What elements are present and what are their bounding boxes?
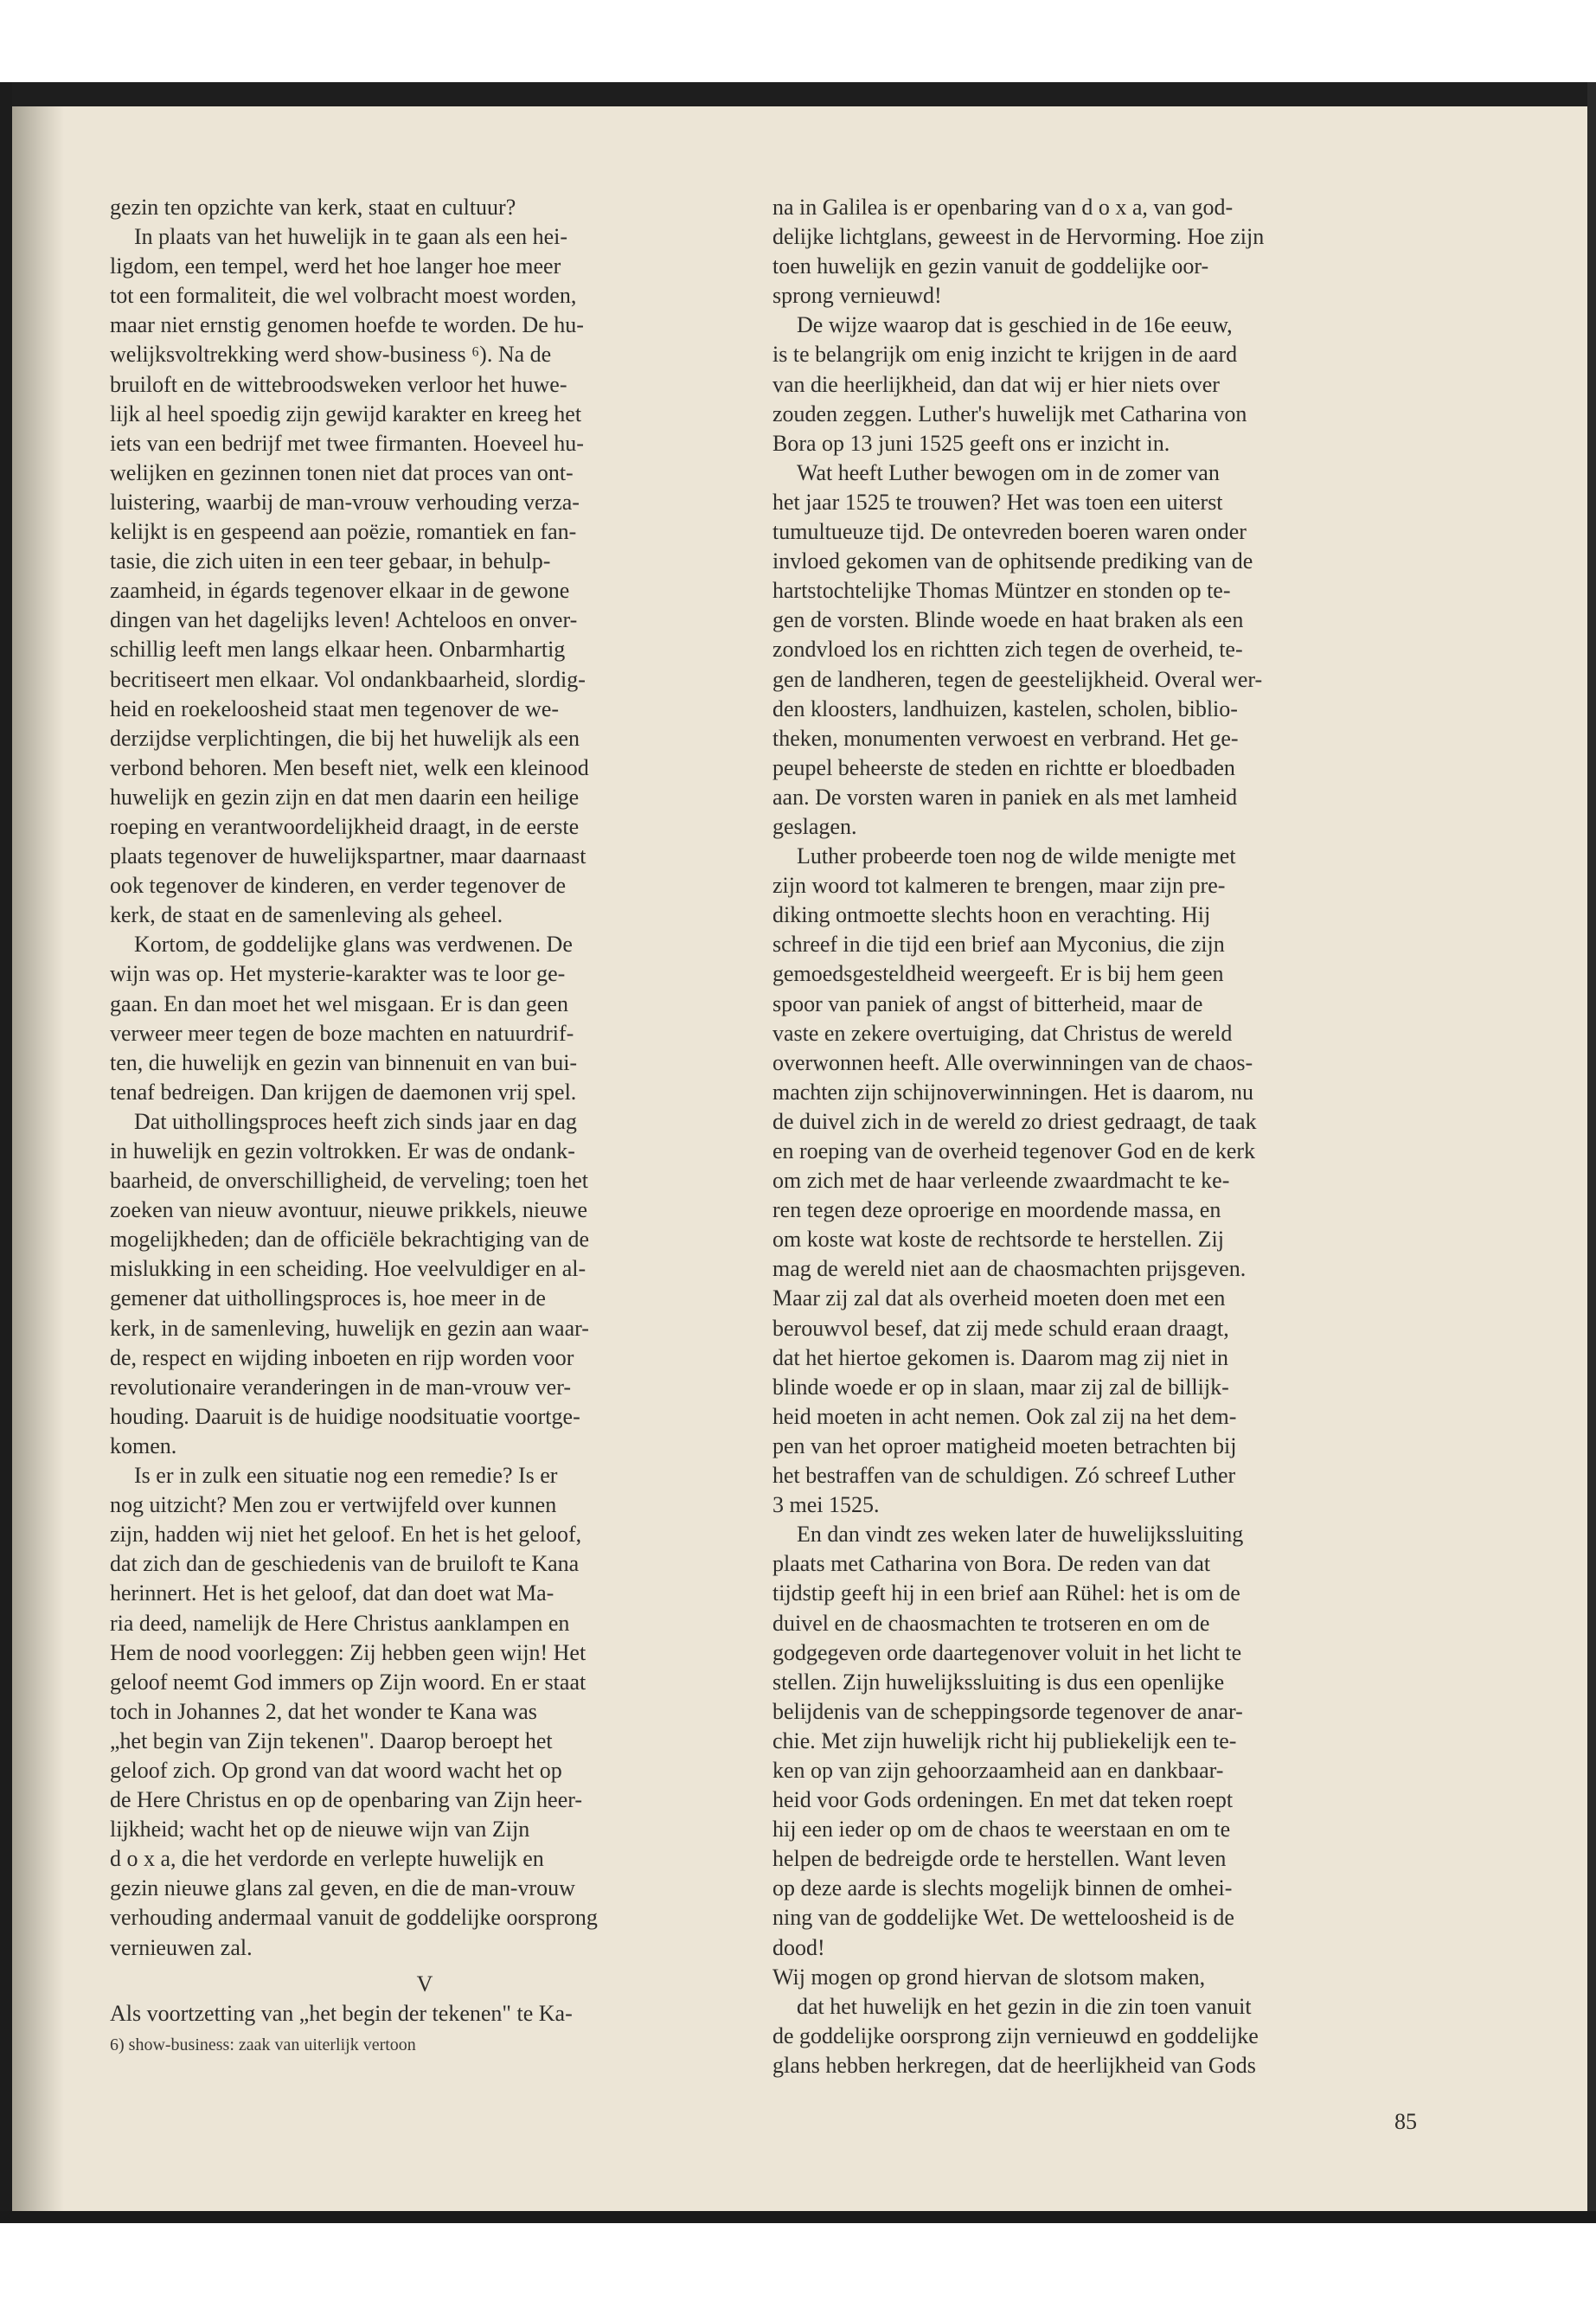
scan-border-right [1587, 82, 1596, 2223]
text-line: En dan vindt zes weken later de huwelijkssluiting [797, 1522, 1244, 1548]
text-line: den kloosters, landhuizen, kastelen, scholen, biblio- [772, 695, 1238, 721]
text-line: gen de landheren, tegen de geestelijkheid. Overal wer- [772, 666, 1263, 692]
text-line: revolutionaire veranderingen in de man-vrouw ver- [110, 1374, 571, 1400]
text-line: vernieuwen zal. [110, 1934, 253, 1960]
text-line: Bora op 13 juni 1525 geeft ons er inzicht in. [772, 430, 1170, 456]
text-line: ria deed, namelijk de Here Christus aanklampen en [110, 1610, 570, 1636]
text-line: tijdstip geeft hij in een brief aan Rühel: het is om de [772, 1580, 1240, 1606]
text-line: Kortom, de goddelijke glans was verdwenen. De [134, 932, 573, 958]
text-line: het bestraffen van de schuldigen. Zó schreef Luther [772, 1463, 1236, 1489]
text-line: gaan. En dan moet het wel misgaan. Er is dan geen [110, 990, 568, 1016]
text-line: lijk al heel spoedig zijn gewijd karakter en kreeg het [110, 401, 582, 426]
left-column-body [110, 193, 740, 1963]
text-line: het jaar 1525 te trouwen? Het was toen een uiterst [772, 489, 1223, 515]
text-line: welijken en gezinnen tonen niet dat proces van ont- [110, 459, 574, 485]
text-line: toen huwelijk en gezin vanuit de goddelijke oor- [772, 253, 1209, 279]
text-line: mislukking in een scheiding. Hoe veelvuldiger en al- [110, 1256, 586, 1282]
text-line: dood! [772, 1934, 825, 1960]
text-line: de Here Christus en op de openbaring van Zijn heer- [110, 1787, 583, 1813]
text-line: om koste wat koste de rechtsorde te herstellen. Zij [772, 1227, 1225, 1253]
text-line: schillig leeft men langs elkaar heen. Onbarmhartig [110, 637, 566, 663]
text-line: maar niet ernstig genomen hoefde te worden. De hu- [110, 312, 584, 338]
text-line: huwelijk en gezin zijn en dat men daarin een heilige [110, 784, 580, 810]
text-line: tasie, die zich uiten in een teer gebaar, in behulp- [110, 548, 551, 574]
text-line: dat het hiertoe gekomen is. Daarom mag zij niet in [772, 1344, 1229, 1370]
text-line: en roeping van de overheid tegenover God en de kerk [772, 1138, 1256, 1163]
text-line: om zich met de haar verleende zwaardmacht te ke- [772, 1168, 1230, 1194]
text-line: roeping en verantwoordelijkheid draagt, in de eerste [110, 813, 580, 839]
text-line: iets van een bedrijf met twee firmanten. Hoeveel hu- [110, 430, 584, 456]
text-line: van die heerlijkheid, dan dat wij er hier niets over [772, 371, 1220, 397]
text-line: Wij mogen op grond hiervan de slotsom maken, [772, 1964, 1206, 1990]
text-line: De wijze waarop dat is geschied in de 16e eeuw, [797, 312, 1233, 338]
text-line: nog uitzicht? Men zou er vertwijfeld over kunnen [110, 1492, 557, 1518]
text-line: vaste en zekere overtuiging, dat Christus de wereld [772, 1020, 1233, 1046]
text-line: dat het huwelijk en het gezin in die zin toen vanuit [797, 1993, 1252, 2019]
text-line: herinnert. Het is het geloof, dat dan doet wat Ma- [110, 1580, 554, 1606]
section-number: V [416, 1971, 433, 1997]
text-line: komen. [110, 1433, 177, 1458]
scan-border-bottom [0, 2211, 1596, 2223]
text-line: verweer meer tegen de boze machten en natuurdrif- [110, 1020, 574, 1046]
text-line: verbond behoren. Men beseft niet, welk een kleinood [110, 754, 589, 780]
text-line: dingen van het dagelijks leven! Achteloos en onver- [110, 607, 578, 633]
scan-border-left [0, 82, 12, 2223]
text-line: Luther probeerde toen nog de wilde menigte met [797, 843, 1236, 869]
text-line: kerk, in de samenleving, huwelijk en gezin aan waar- [110, 1315, 589, 1341]
left-text-column [110, 193, 740, 2060]
right-column-body [772, 193, 1417, 2080]
text-line: sprong vernieuwd! [772, 283, 942, 309]
text-line: luistering, waarbij de man-vrouw verhouding verza- [110, 489, 580, 515]
text-line: toch in Johannes 2, dat het wonder te Kana was [110, 1698, 537, 1724]
text-line: in huwelijk en gezin voltrokken. Er was de ondank- [110, 1138, 575, 1163]
text-line: 3 mei 1525. [772, 1492, 880, 1518]
text-line: theken, monumenten verwoest en verbrand. Het ge- [772, 725, 1239, 751]
text-line: aan. De vorsten waren in paniek en als met lamheid [772, 784, 1238, 810]
text-line: baarheid, de onverschilligheid, de verveling; toen het [110, 1168, 589, 1194]
page-gutter-shadow [12, 106, 64, 2211]
text-line: ligdom, een tempel, werd het hoe langer hoe meer [110, 253, 561, 279]
text-line: kelijkt is en gespeend aan poëzie, romantiek en fan- [110, 519, 577, 545]
text-line: pen van het oproer matigheid moeten betrachten bij [772, 1433, 1237, 1458]
text-line: Hem de nood voorleggen: Zij hebben geen wijn! Het [110, 1639, 586, 1665]
text-line: zaamheid, in égards tegenover elkaar in de gewone [110, 578, 570, 604]
text-line: ook tegenover de kinderen, en verder tegenover de [110, 873, 566, 899]
text-line: machten zijn schijnoverwinningen. Het is daarom, nu [772, 1079, 1253, 1105]
text-line: zijn woord tot kalmeren te brengen, maar zijn pre- [772, 873, 1226, 899]
text-line: zijn, hadden wij niet het geloof. En het is het geloof, [110, 1522, 582, 1548]
text-line: is te belangrijk om enig inzicht te krijgen in de aard [772, 342, 1238, 368]
text-line: heid voor Gods ordeningen. En met dat teken roept [772, 1787, 1234, 1813]
text-line: blinde woede er op in slaan, maar zij zal de billijk- [772, 1374, 1229, 1400]
text-line: ten, die huwelijk en gezin van binnenuit en van bui- [110, 1049, 578, 1075]
text-line: schreef in die tijd een brief aan Myconius, die zijn [772, 932, 1225, 958]
text-line: tenaf bedreigen. Dan krijgen de daemonen vrij spel. [110, 1079, 577, 1105]
page-number: 85 [1394, 2109, 1417, 2134]
text-line: peupel beheerste de steden en richtte er bloedbaden [772, 754, 1235, 780]
text-line: invloed gekomen van de ophitsende prediking van de [772, 548, 1253, 574]
text-line: tot een formaliteit, die wel volbracht moest worden, [110, 283, 577, 309]
text-line: mag de wereld niet aan de chaosmachten prijsgeven. [772, 1256, 1247, 1282]
text-line: heid en roekeloosheid staat men tegenover de we- [110, 695, 560, 721]
footnote: 6) show-business: zaak van uiterlijk vertoon [110, 2035, 416, 2054]
text-line: mogelijkheden; dan de officiële bekrachtiging van de [110, 1227, 589, 1253]
text-line: gezin ten opzichte van kerk, staat en cultuur? [110, 195, 516, 220]
text-line: geloof zich. Op grond van dat woord wacht het op [110, 1757, 562, 1783]
text-line: stellen. Zijn huwelijkssluiting is dus een openlijke [772, 1669, 1225, 1695]
text-line: hij een ieder op om de chaos te weerstaan en om te [772, 1817, 1231, 1843]
text-line: ken op van zijn gehoorzaamheid aan en dankbaar- [772, 1757, 1224, 1783]
text-line: overwonnen heeft. Alle overwinningen van de chaos- [772, 1049, 1253, 1075]
text-line: Dat uithollingsproces heeft zich sinds jaar en dag [134, 1108, 577, 1134]
text-line: welijksvoltrekking werd show-business ⁶). Na de [110, 342, 552, 368]
text-line: geslagen. [772, 813, 857, 839]
text-line: becritiseert men elkaar. Vol ondankbaarheid, slordig- [110, 666, 586, 692]
text-line: wijn was op. Het mysterie-karakter was te loor ge- [110, 961, 566, 987]
text-line: dat zich dan de geschiedenis van de bruiloft te Kana [110, 1551, 580, 1577]
text-line: „het begin van Zijn tekenen". Daarop beroept het [110, 1727, 553, 1753]
text-line: delijke lichtglans, geweest in de Hervorming. Hoe zijn [772, 224, 1265, 250]
text-line: heid moeten in acht nemen. Ook zal zij na het dem- [772, 1403, 1237, 1429]
text-line: Maar zij zal dat als overheid moeten doen met een [772, 1285, 1226, 1311]
text-line: zondvloed los en richtten zich tegen de overheid, te- [772, 637, 1243, 663]
text-line: helpen de bedreigde orde te herstellen. Want leven [772, 1846, 1227, 1872]
text-line: kerk, de staat en de samenleving als geheel. [110, 902, 503, 928]
text-line: op deze aarde is slechts mogelijk binnen de omhei- [772, 1875, 1233, 1901]
text-line: verhouding andermaal vanuit de goddelijke oorsprong [110, 1905, 598, 1931]
text-line: derzijdse verplichtingen, die bij het huwelijk als een [110, 725, 580, 751]
text-line: hartstochtelijke Thomas Müntzer en stonden op te- [772, 578, 1231, 604]
text-line: chie. Met zijn huwelijk richt hij publiekelijk een te- [772, 1727, 1237, 1753]
text-line: zouden zeggen. Luther's huwelijk met Catharina von [772, 401, 1247, 426]
text-line: lijkheid; wacht het op de nieuwe wijn van Zijn [110, 1817, 530, 1843]
text-line: gen de vorsten. Blinde woede en haat braken als een [772, 607, 1244, 633]
text-line: diking ontmoette slechts hoon en verachting. Hij [772, 902, 1211, 928]
scan-border-top [0, 82, 1596, 106]
text-line: zoeken van nieuw avontuur, nieuwe prikkels, nieuwe [110, 1197, 588, 1223]
text-line: Wat heeft Luther bewogen om in de zomer van [797, 459, 1220, 485]
text-line: Is er in zulk een situatie nog een remedie? Is er [134, 1463, 558, 1489]
text-line: tumultueuze tijd. De ontevreden boeren waren onder [772, 519, 1247, 545]
text-line: houding. Daaruit is de huidige noodsituatie voortge- [110, 1403, 580, 1429]
text-line: glans hebben herkregen, dat de heerlijkheid van Gods [772, 2052, 1256, 2078]
text-line: godgegeven orde daartegenover voluit in het licht te [772, 1639, 1242, 1665]
text-line: geloof neemt God immers op Zijn woord. En er staat [110, 1669, 586, 1695]
right-text-column [772, 193, 1417, 2080]
text-line: d o x a, die het verdorde en verlepte huwelijk en [110, 1846, 544, 1872]
text-line: In plaats van het huwelijk in te gaan als een hei- [134, 224, 568, 250]
text-line: de duivel zich in de wereld zo driest gedraagt, de taak [772, 1108, 1257, 1134]
text-line: gezin nieuwe glans zal geven, en die de man-vrouw [110, 1875, 575, 1901]
text-line: ning van de goddelijke Wet. De wetteloosheid is de [772, 1905, 1234, 1931]
text-line: bruiloft en de wittebroodsweken verloor het huwe- [110, 371, 567, 397]
text-line: belijdenis van de scheppingsorde tegenover de anar- [772, 1698, 1243, 1724]
text-line: de, respect en wijding inboeten en rijp worden voor [110, 1344, 574, 1370]
text-line: ren tegen deze oproerige en moordende massa, en [772, 1197, 1221, 1223]
text-line: gemener dat uithollingsproces is, hoe meer in de [110, 1285, 546, 1311]
text-line: plaats met Catharina von Bora. De reden van dat [772, 1551, 1211, 1577]
text-line: de goddelijke oorsprong zijn vernieuwd en goddelijke [772, 2022, 1259, 2048]
text-line: plaats tegenover de huwelijkspartner, maar daarnaast [110, 843, 586, 869]
text-line: spoor van paniek of angst of bitterheid, maar de [772, 990, 1203, 1016]
text-line: duivel en de chaosmachten te trotseren en om de [772, 1610, 1210, 1636]
section-first-line: Als voortzetting van „het begin der tekenen" te Ka- [110, 2000, 573, 2026]
text-line: gemoedsgesteldheid weergeeft. Er is bij hem geen [772, 961, 1224, 987]
text-line: na in Galilea is er openbaring van d o x a, van god- [772, 195, 1234, 220]
text-line: berouwvol besef, dat zij mede schuld eraan draagt, [772, 1315, 1229, 1341]
